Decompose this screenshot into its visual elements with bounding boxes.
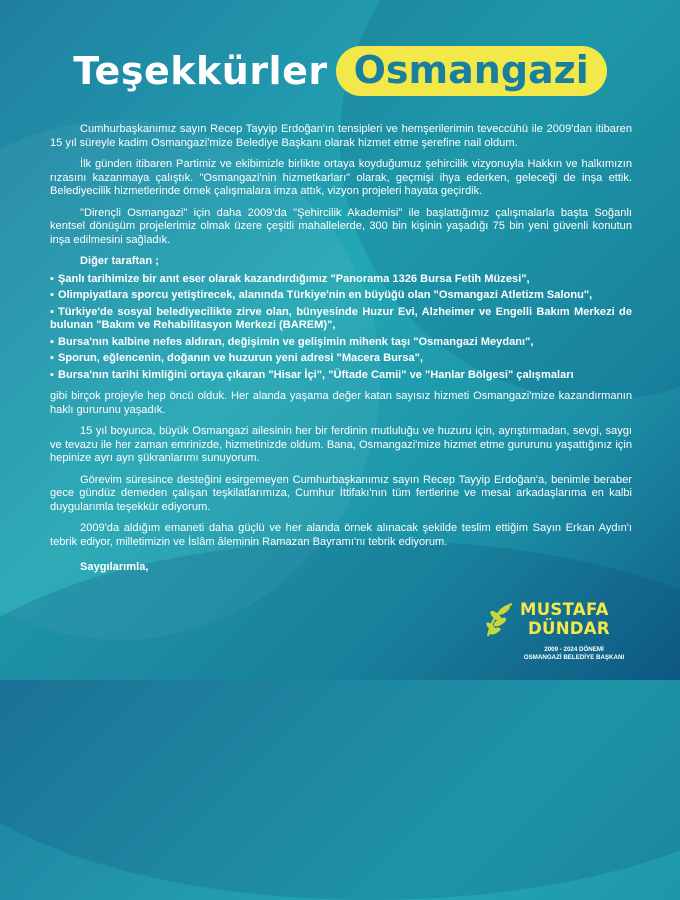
paragraph-vision: İlk günden itibaren Partimiz ve ekibimizle birlikte ortaya koyduğumuz şehircilik vizyonuyla Hakkın ve halkımızın rızasını kazanmaya çalıştık. "Osmangazi'nin hizmetkarları" olarak, geçmişi ihya ederken, geleceği de inşa ettik. Belediyecilik hizmetlerinde örnek çalışmalara imza attık, vizyon projeleri hayata geçirdik.	[50, 158, 632, 197]
signature-first-name: MUSTAFA	[520, 600, 609, 619]
letter-body	[50, 123, 632, 575]
list-item: ▪ Sporun, eğlencenin, doğanın ve huzurun yeni adresi "Macera Bursa",	[50, 352, 423, 364]
closing-regards: Saygılarımla,	[80, 561, 149, 573]
bullet-marker: ▪	[50, 368, 54, 381]
list-item: ▪ Türkiye'de sosyal belediyecilikte zirve olan, bünyesinde Huzur Evi, Alzheimer ve Engelli Bakım Merkezi de bulunan "Bakım ve Rehabilitasyon Merkezi (BAREM)",	[50, 305, 632, 331]
bullet-marker: ▪	[50, 305, 54, 318]
signature-period	[504, 646, 644, 662]
list-item: ▪ Şanlı tarihimize bir anıt eser olarak kazandırdığımız "Panorama 1326 Bursa Fetih Müzesi",	[50, 272, 530, 285]
paragraph-other-side: Diğer taraftan ;	[80, 255, 159, 267]
page-title	[0, 46, 680, 96]
paragraph-pioneer: gibi birçok projeyle hep öncü olduk. Her alanda yaşama değer katan sayısız hizmeti Osmangazi'mize kazandırmanın haklı gururunu yaşadık.	[50, 390, 632, 416]
olive-branch-icon	[482, 600, 518, 640]
title-highlight-pill: Osmangazi	[336, 46, 607, 96]
paragraph-gratitude: 15 yıl boyunca, büyük Osmangazi ailesinin her bir ferdinin mutluluğu ve huzuru için, ayrıştırmadan, sevgi, saygı ve tevazu ile her zaman emrinizde, hizmetinizde oldum. Bana, Osmangazi'mize hizmet etme gururunu yaşattığınız için hepinize ayrı ayrı şükranlarımı sunuyorum.	[50, 425, 632, 464]
list-item: ▪ Bursa'nın tarihi kimliğini ortaya çıkaran "Hisar İçi", "Üftade Camii" ve "Hanlar Bölgesi" çalışmaları	[50, 368, 574, 381]
paragraph-thanks: Görevim süresince desteğini esirgemeyen Cumhurbaşkanımız sayın Recep Tayyip Erdoğan'a, benimle beraber gece gündüz demeden çalışan teşkilatlarımıza, Cumhur İttifakı'nın tüm fertlerine ve mesai arkadaşlarıma en kalbi duygularımla teşekkür ediyorum.	[50, 473, 632, 513]
title-thanks: Teşekkürler	[73, 49, 328, 93]
signature-logo	[478, 600, 648, 670]
paragraph-intro: Cumhurbaşkanımız sayın Recep Tayyip Erdoğan'ın tensipleri ve hemşerilerimin teveccühü ile 2009'dan itibaren 15 yıl süreyle kadim Osmangazi'mize Belediye Başkanı olarak hizmet etme şerefine nail oldum.	[50, 123, 632, 149]
signature-period-years: 2009 - 2024 DÖNEMİ	[544, 646, 604, 653]
bullet-marker: ▪	[50, 289, 54, 301]
signature-period-role: OSMANGAZİ BELEDİYE BAŞKANI	[523, 654, 625, 661]
list-item: ▪ Olimpiyatlara sporcu yetiştirecek, alanında Türkiye'nin en büyüğü olan "Osmangazi Atletizm Salonu",	[50, 289, 593, 301]
signature-last-name: DÜNDAR	[528, 619, 610, 638]
background-shape	[0, 540, 680, 900]
bullet-marker: ▪	[50, 272, 54, 285]
project-list	[50, 273, 632, 383]
bullet-marker: ▪	[50, 335, 54, 348]
signature-name	[520, 600, 610, 638]
list-item: ▪ Bursa'nın kalbine nefes aldıran, değişimin ve gelişimin mihenk taşı "Osmangazi Meydanı",	[50, 335, 534, 348]
paragraph-resilient: "Dirençli Osmangazi" için daha 2009'da "Şehircilik Akademisi" ile başlattığımız çalışmalarla başta Soğanlı kentsel dönüşüm projelerimiz olmak üzere çeşitli mahallelerde, 300 bin kişinin yaşadığı 75 bin yeni güvenli konutun inşa edilmesini sağladık.	[50, 206, 632, 246]
paragraph-handover: 2009'da aldığım emaneti daha güçlü ve her alanda örnek alınacak şekilde teslim ettiğim Sayın Erkan Aydın'ı tebrik ediyor, milletimizin ve İslâm âleminin Ramazan Bayramı'nı tebrik ediyorum.	[50, 522, 632, 548]
bullet-marker: ▪	[50, 352, 54, 364]
